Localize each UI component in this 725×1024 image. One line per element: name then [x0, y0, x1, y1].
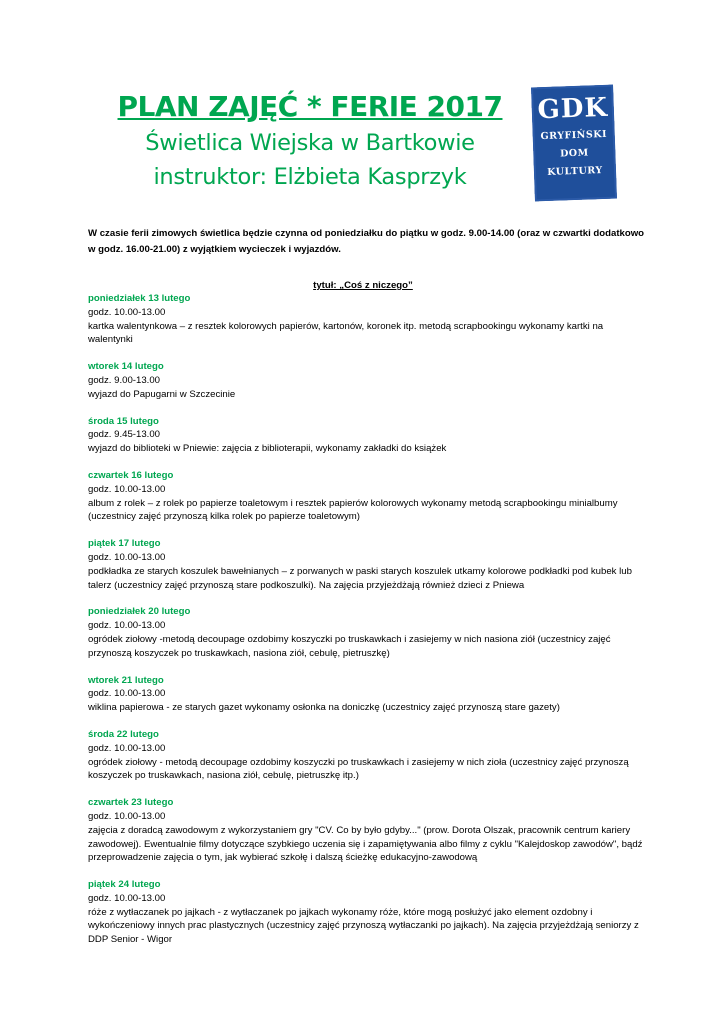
schedule-day — [88, 292, 648, 347]
day-date: piątek 17 lutego — [88, 538, 161, 550]
gdk-logo — [531, 85, 617, 202]
day-date: czwartek 16 lutego — [88, 469, 174, 481]
page-title: PLAN ZAJĘĆ * FERIE 2017 — [117, 90, 503, 123]
day-date: wtorek 21 lutego — [88, 674, 164, 686]
day-time: godz. 9.45-13.00 — [88, 429, 161, 441]
day-description: kartka walentynkowa – z resztek kolorowych papierów, kartonów, koronek itp. metodą scrapbookingu wykonamy kartki na walentynki — [88, 320, 604, 346]
day-date: piątek 24 lutego — [88, 879, 161, 891]
intro-paragraph: W czasie ferii zimowych świetlica będzie czynna od poniedziałku do piątku w godz. 9.00-14.00 (oraz w czwartki dodatkowo w godz. 16.00-21.00) z wyjątkiem wycieczek i wyjazdów. — [88, 228, 645, 255]
day-description: zajęcia z doradcą zawodowym z wykorzystaniem gry "CV. Co by było gdyby..." (prow. Dorota Olszak, pracownik centrum kariery zawodowej). Ewentualnie filmy dotyczące szybkiego uczenia się i zapamiętywania albo filmy z cyklu "Kalejdoskop zawodów", bądź przeprowadzenie zajęcia o tym, jak wybierać szkołę i dalszą ścieżkę edukacyjno-zawodową — [88, 824, 643, 864]
day-time: godz. 10.00-13.00 — [88, 483, 166, 495]
day-time: godz. 10.00-13.00 — [88, 620, 166, 632]
day-description: album z rolek – z rolek po papierze toaletowym i resztek papierów kolorowych wykonamy metodą scrapbookingu minialbumy (uczestnicy zajęć przynoszą kilka rolek po papierze toaletowym) — [88, 497, 618, 523]
day-date: czwartek 23 lutego — [88, 797, 174, 809]
schedule-day — [88, 469, 648, 524]
day-description: wyjazd do biblioteki w Pniewie: zajęcia z biblioterapii, wykonamy zakładki do książek — [88, 443, 447, 455]
instructor-line: instruktor: Elżbieta Kasprzyk — [153, 164, 467, 190]
day-date: środa 15 lutego — [88, 415, 159, 427]
logo-line-1: GRYFIŃSKI — [540, 128, 608, 143]
day-time: godz. 10.00-13.00 — [88, 742, 166, 754]
schedule-day — [88, 537, 648, 592]
logo-line-3: KULTURY — [547, 165, 603, 178]
schedule-day — [88, 728, 648, 783]
document-header — [100, 88, 520, 194]
day-time: godz. 10.00-13.00 — [88, 551, 166, 563]
logo-abbrev: GDK — [537, 92, 609, 126]
day-time: godz. 10.00-13.00 — [88, 688, 166, 700]
schedule-day — [88, 674, 648, 715]
day-description: podkładka ze starych koszulek bawełnianych – z porwanych w paski starych koszulek utkamy kolorowe podkładki pod kubek lub talerz (uczestnicy zajęć przynoszą stare podkoszulki). Na zajęcia przyjeżdżają również dzieci z Pniewa — [88, 565, 632, 591]
day-date: wtorek 14 lutego — [88, 361, 164, 373]
day-time: godz. 10.00-13.00 — [88, 810, 166, 822]
venue-subtitle: Świetlica Wiejska w Bartkowie — [145, 130, 475, 156]
schedule-list — [88, 292, 648, 960]
day-description: ogródek ziołowy - metodą decoupage ozdobimy koszyczki po truskawkach i zasiejemy w nich zioła (uczestnicy zajęć przynoszą koszyczek po truskawkach, nasiona ziół, cebulę, pietruszkę itp.) — [88, 756, 629, 782]
day-time: godz. 10.00-13.00 — [88, 892, 166, 904]
topic-title: tytuł: „Coś z niczego” — [313, 280, 413, 291]
day-description: wyjazd do Papugarni w Szczecinie — [88, 388, 236, 400]
schedule-day — [88, 878, 648, 947]
schedule-day — [88, 360, 648, 401]
schedule-day — [88, 605, 648, 660]
day-date: poniedziałek 13 lutego — [88, 293, 191, 304]
schedule-day — [88, 415, 648, 456]
day-description: róże z wytłaczanek po jajkach - z wytłaczanek po jajkach wykonamy róże, które mogą posłużyć jako element ozdobny i wykończeniowy innych prac plastycznych (uczestnicy zajęć przynoszą wytłaczanki po jajkach). Na zajęcia przyjeżdżają seniorzy z DDP Senior - Wigor — [88, 906, 639, 946]
day-date: poniedziałek 20 lutego — [88, 606, 191, 618]
logo-line-2: DOM — [559, 147, 589, 160]
day-description: ogródek ziołowy -metodą decoupage ozdobimy koszyczki po truskawkach i zasiejemy w nich nasiona ziół (uczestnicy zajęć przynoszą koszyczek po truskawkach, nasiona ziół, cebulę, pietruszkę) — [88, 633, 611, 659]
day-description: wiklina papierowa - ze starych gazet wykonamy osłonka na doniczkę (uczestnicy zajęć przynoszą stare gazety) — [88, 702, 560, 714]
day-time: godz. 10.00-13.00 — [88, 306, 166, 318]
schedule-day — [88, 796, 648, 865]
day-time: godz. 9.00-13.00 — [88, 374, 161, 386]
day-date: środa 22 lutego — [88, 728, 159, 740]
